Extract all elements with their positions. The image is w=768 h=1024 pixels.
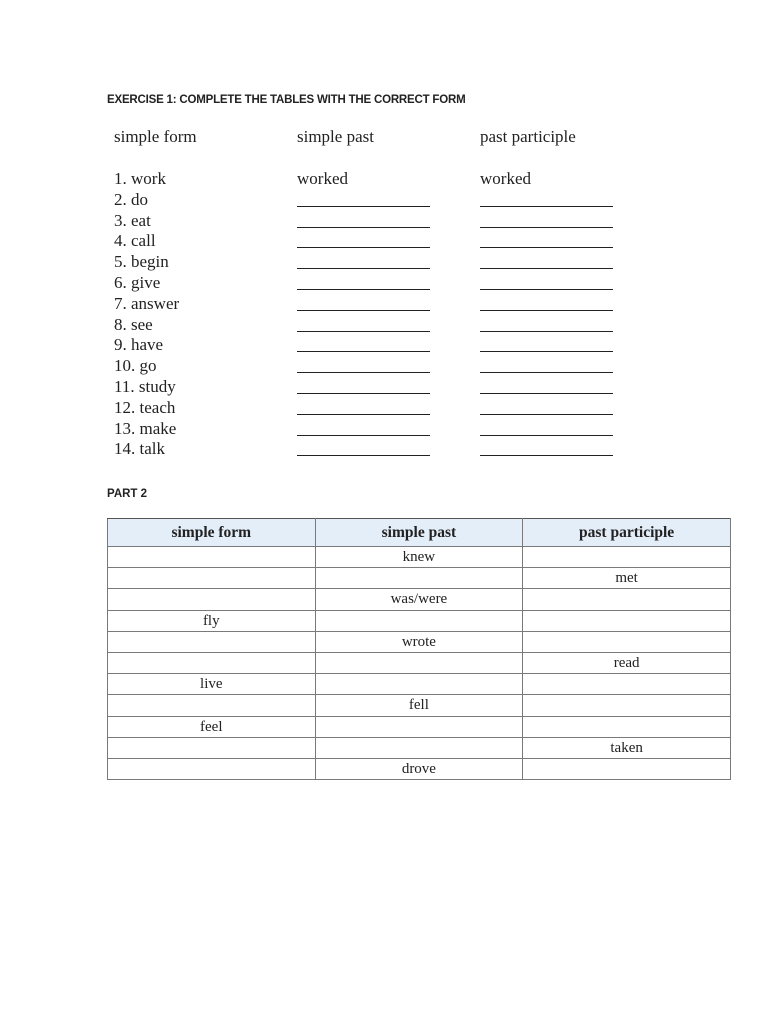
part2-title: PART 2: [107, 488, 148, 500]
ex1-row: [0, 168, 768, 189]
ex1-header-simple-past: simple past: [297, 127, 374, 146]
p2-simple-past-cell: wrote: [315, 631, 523, 652]
p2-past-participle-cell: taken: [523, 737, 731, 758]
p2-simple-past-cell[interactable]: [315, 674, 523, 695]
p2-past-participle-cell[interactable]: [523, 631, 731, 652]
ex1-simple-past-answer: worked: [297, 169, 348, 188]
ex1-header-past-participle: past participle: [480, 127, 576, 146]
ex1-row: [0, 376, 768, 397]
ex1-simple-past-blank[interactable]: [297, 455, 430, 456]
part2-row: [108, 695, 731, 716]
ex1-row: [0, 397, 768, 418]
ex1-verb: 6. give: [114, 273, 161, 292]
ex1-header-simple-form: simple form: [114, 127, 197, 146]
p2-simple-form-cell: feel: [108, 716, 316, 737]
part2-table: [107, 518, 731, 780]
p2-past-participle-cell[interactable]: [523, 547, 731, 568]
ex1-past-participle-blank[interactable]: [480, 289, 613, 290]
p2-past-participle-cell[interactable]: [523, 589, 731, 610]
exercise1-section: [0, 0, 768, 480]
ex1-simple-past-blank[interactable]: [297, 227, 430, 228]
ex1-past-participle-blank[interactable]: [480, 247, 613, 248]
part2-row: [108, 716, 731, 737]
ex1-simple-past-blank[interactable]: [297, 372, 430, 373]
ex1-row: [0, 314, 768, 335]
ex1-verb: 13. make: [114, 418, 177, 438]
ex1-verb: 3. eat: [114, 210, 151, 230]
p2-simple-form-cell[interactable]: [108, 737, 316, 758]
p2-past-participle-cell[interactable]: [523, 716, 731, 737]
p2-simple-form-cell[interactable]: [108, 631, 316, 652]
p2-simple-form-cell: live: [108, 674, 316, 695]
p2-simple-form-cell: fly: [108, 610, 316, 631]
ex1-simple-past-blank[interactable]: [297, 206, 430, 207]
part2-row: [108, 674, 731, 695]
ex1-simple-past-blank[interactable]: [297, 414, 430, 415]
p2-simple-past-cell[interactable]: [315, 568, 523, 589]
part2-header-row: [108, 519, 731, 547]
ex1-past-participle-blank[interactable]: [480, 310, 613, 311]
ex1-row: [0, 334, 768, 355]
ex1-row: [0, 438, 768, 459]
ex1-row: [0, 251, 768, 272]
ex1-past-participle-blank[interactable]: [480, 435, 613, 436]
p2-simple-past-cell: was/were: [315, 589, 523, 610]
ex1-verb: 5. begin: [114, 252, 169, 272]
ex1-row: [0, 210, 768, 231]
ex1-past-participle-blank[interactable]: [480, 268, 613, 269]
p2-simple-past-cell: drove: [315, 758, 523, 779]
part2-row: [108, 652, 731, 673]
p2-past-participle-cell[interactable]: [523, 758, 731, 779]
part2-row: [108, 568, 731, 589]
p2-header-simple-past: simple past: [315, 519, 523, 547]
p2-simple-form-cell[interactable]: [108, 695, 316, 716]
p2-simple-past-cell: knew: [315, 547, 523, 568]
p2-header-past-participle: past participle: [523, 519, 731, 547]
p2-simple-form-cell[interactable]: [108, 758, 316, 779]
p2-simple-past-cell: fell: [315, 695, 523, 716]
ex1-past-participle-blank[interactable]: [480, 227, 613, 228]
ex1-past-participle-blank[interactable]: [480, 351, 613, 352]
ex1-verb: 4. call: [114, 231, 156, 251]
ex1-past-participle-blank[interactable]: [480, 414, 613, 415]
ex1-simple-past-blank[interactable]: [297, 247, 430, 248]
ex1-verb: 11. study: [114, 377, 176, 396]
ex1-simple-past-blank[interactable]: [297, 310, 430, 311]
p2-simple-past-cell[interactable]: [315, 610, 523, 631]
p2-simple-form-cell[interactable]: [108, 652, 316, 673]
p2-past-participle-cell: read: [523, 652, 731, 673]
ex1-verb: 10. go: [114, 356, 157, 376]
ex1-simple-past-blank[interactable]: [297, 331, 430, 332]
ex1-row: [0, 293, 768, 314]
ex1-row: [0, 355, 768, 376]
p2-simple-past-cell[interactable]: [315, 737, 523, 758]
ex1-past-participle-blank[interactable]: [480, 393, 613, 394]
ex1-past-participle-blank[interactable]: [480, 455, 613, 456]
part2-body: [108, 547, 731, 780]
part2-row: [108, 589, 731, 610]
ex1-verb: 2. do: [114, 189, 148, 209]
ex1-simple-past-blank[interactable]: [297, 268, 430, 269]
ex1-row: [0, 189, 768, 210]
p2-simple-past-cell[interactable]: [315, 652, 523, 673]
ex1-row: [0, 230, 768, 251]
ex1-past-participle-blank[interactable]: [480, 372, 613, 373]
ex1-past-participle-blank[interactable]: [480, 331, 613, 332]
p2-simple-past-cell[interactable]: [315, 716, 523, 737]
p2-simple-form-cell[interactable]: [108, 568, 316, 589]
part2-row: [108, 737, 731, 758]
ex1-simple-past-blank[interactable]: [297, 351, 430, 352]
ex1-verb: 7. answer: [114, 293, 180, 313]
ex1-simple-past-blank[interactable]: [297, 435, 430, 436]
part2-row: [108, 631, 731, 652]
p2-past-participle-cell: met: [523, 568, 731, 589]
exercise1-title: EXERCISE 1: COMPLETE THE TABLES WITH THE CORRECT FORM: [107, 94, 466, 106]
ex1-verb: 8. see: [114, 314, 153, 334]
ex1-verb: 12. teach: [114, 397, 176, 417]
ex1-row: [0, 418, 768, 439]
ex1-verb: 1. work: [114, 169, 166, 188]
p2-simple-form-cell[interactable]: [108, 589, 316, 610]
ex1-simple-past-blank[interactable]: [297, 289, 430, 290]
ex1-row: [0, 272, 768, 293]
ex1-simple-past-blank[interactable]: [297, 393, 430, 394]
p2-past-participle-cell[interactable]: [523, 674, 731, 695]
part2-row: [108, 547, 731, 568]
part2-row: [108, 758, 731, 779]
ex1-verb: 9. have: [114, 335, 164, 355]
part2-row: [108, 610, 731, 631]
p2-past-participle-cell[interactable]: [523, 610, 731, 631]
p2-header-simple-form: simple form: [108, 519, 316, 547]
ex1-past-participle-blank[interactable]: [480, 206, 613, 207]
ex1-past-participle-answer: worked: [480, 169, 531, 188]
ex1-verb: 14. talk: [114, 439, 165, 459]
p2-past-participle-cell[interactable]: [523, 695, 731, 716]
p2-simple-form-cell[interactable]: [108, 547, 316, 568]
